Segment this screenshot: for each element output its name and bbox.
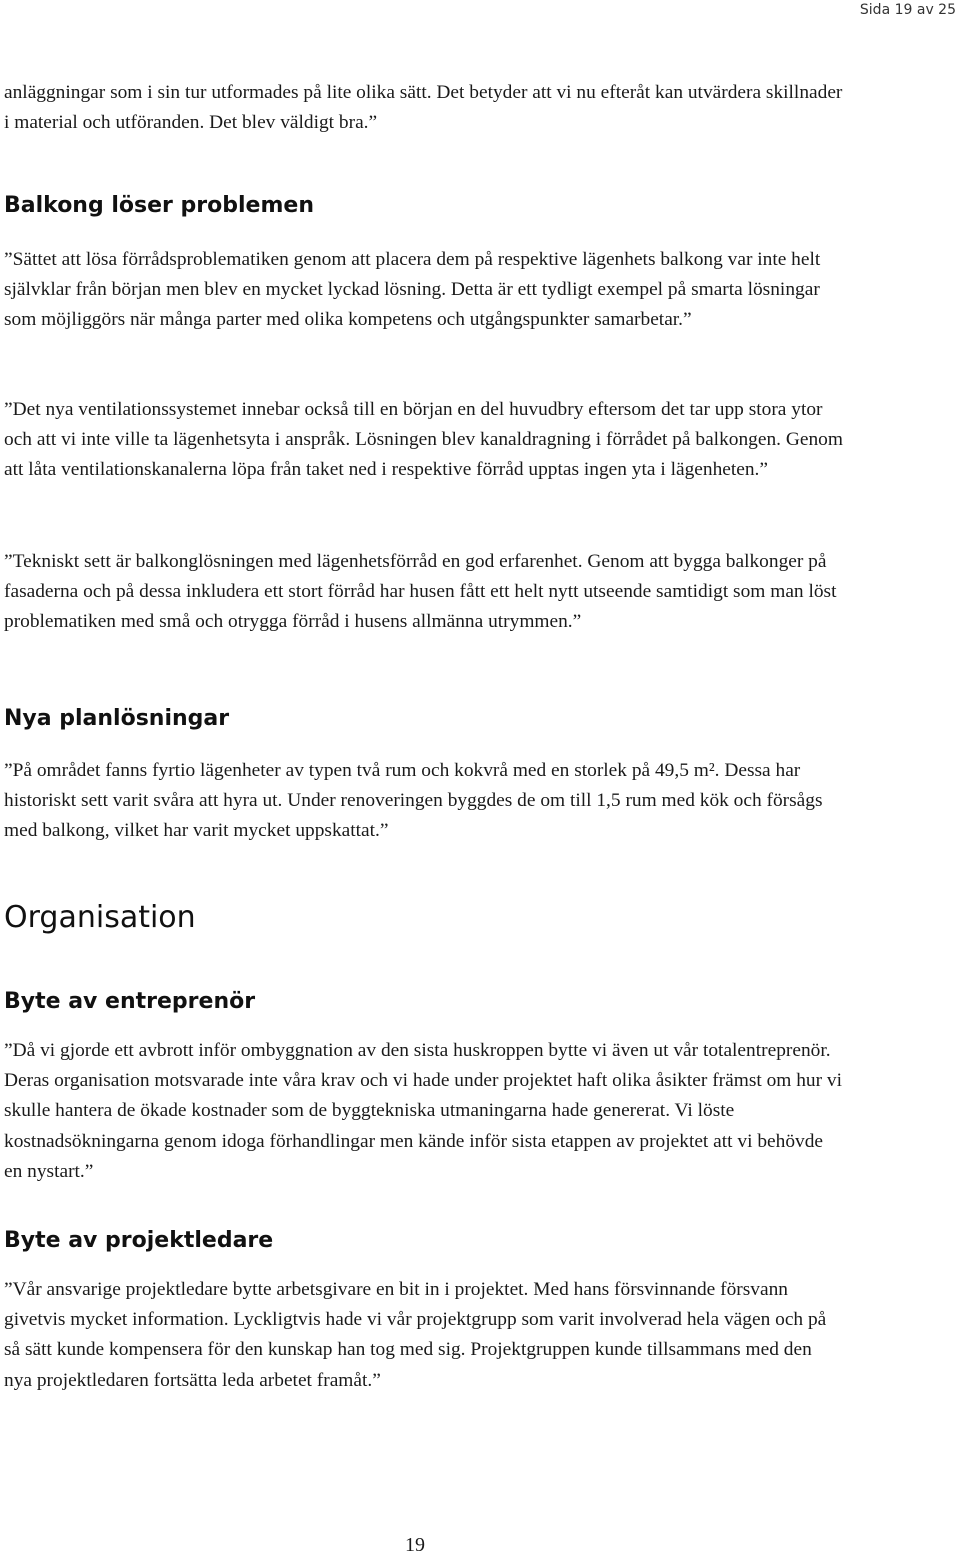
planlosningar-paragraph: ”På området fanns fyrtio lägenheter av typen två rum och kokvrå med en storlek på 49,5 m². Dessa har historiskt sett varit svåra att hyra ut. Under renoveringen byggdes de om till 1,5 rum med kök och försågs med balkong, vilket har varit mycket uppskattat.” bbox=[4, 760, 823, 842]
section-heading-organisation: Organisation bbox=[4, 900, 196, 935]
section-heading-projektledare: Byte av projektledare bbox=[4, 1228, 274, 1253]
section-heading-balkong: Balkong löser problemen bbox=[4, 193, 314, 218]
projektledare-paragraph: ”Vår ansvarige projektledare bytte arbetsgivare en bit in i projektet. Med hans försvinnande försvann givetvis mycket information. Lyckligtvis hade vi vår projektgrupp som varit involverad hela vägen och på så sätt kunde kompensera för den kunskap han tog med sig. Projektgruppen kunde tillsammans med den nya projektledaren fortsätta leda arbetet framåt.” bbox=[4, 1279, 827, 1391]
entreprenor-paragraph: ”Då vi gjorde ett avbrott inför ombyggnation av den sista huskroppen bytte vi även ut vår totalentreprenör. Deras organisation motsvarade inte våra krav och vi hade under projektet haft olika åsikter främst om hur vi skulle hantera de ökade kostnader som de byggtekniska utmaningarna hade genererat. Vi löste kostnadsökningarna genom idoga förhandlingar men kände inför sista etappen av projektet att vi behövde en nystart.” bbox=[4, 1040, 843, 1182]
section-heading-planlosningar: Nya planlösningar bbox=[4, 706, 230, 731]
organisation-heading-block bbox=[4, 898, 844, 938]
planlosningar-paragraph-block bbox=[4, 756, 844, 847]
projektledare-paragraph-block bbox=[4, 1275, 844, 1396]
balkong-heading-block bbox=[4, 191, 844, 221]
page-indicator: Sida 19 av 25 bbox=[859, 2, 956, 18]
planlosningar-heading-block bbox=[4, 704, 844, 734]
projektledare-heading-block bbox=[4, 1226, 844, 1256]
balkong-paragraph-2: ”Det nya ventilationssystemet innebar också till en början en del huvudbry eftersom det tar upp stora ytor och att vi inte ville ta lägenhetsyta i anspråk. Lösningen blev kanaldragning i förrådet på balkongen. Genom att låta ventilationskanalerna löpa från taket ned i respektive förråd upptas ingen yta i lägenheten.” bbox=[4, 399, 843, 481]
balkong-paragraph-1: ”Sättet att lösa förrådsproblematiken genom att placera dem på respektive lägenhets balkong var inte helt självklar från början men blev en mycket lyckad lösning. Detta är ett tydligt exempel på smarta lösningar som möjliggörs när många parter med olika kompetens och utgångspunkter samarbetar.” bbox=[4, 249, 821, 331]
entreprenor-heading-block bbox=[4, 987, 844, 1017]
page-number: 19 bbox=[405, 1534, 425, 1556]
balkong-paragraph-1-block bbox=[4, 245, 844, 336]
section-heading-entreprenor: Byte av entreprenör bbox=[4, 989, 256, 1014]
balkong-paragraph-3: ”Tekniskt sett är balkonglösningen med lägenhetsförråd en god erfarenhet. Genom att bygga balkonger på fasaderna och på dessa inkludera ett stort förråd har husen fått ett helt nytt utseende samtidigt som man löst problematiken med små och otrygga förråd i husens allmänna utrymmen.” bbox=[4, 551, 837, 633]
balkong-paragraph-2-block bbox=[4, 395, 844, 486]
balkong-paragraph-3-block bbox=[4, 547, 844, 638]
entreprenor-paragraph-block bbox=[4, 1036, 844, 1187]
intro-paragraph: anläggningar som i sin tur utformades på lite olika sätt. Det betyder att vi nu efteråt kan utvärdera skillnader i material och utföranden. Det blev väldigt bra.” bbox=[4, 82, 843, 134]
intro-paragraph-block bbox=[4, 78, 844, 138]
